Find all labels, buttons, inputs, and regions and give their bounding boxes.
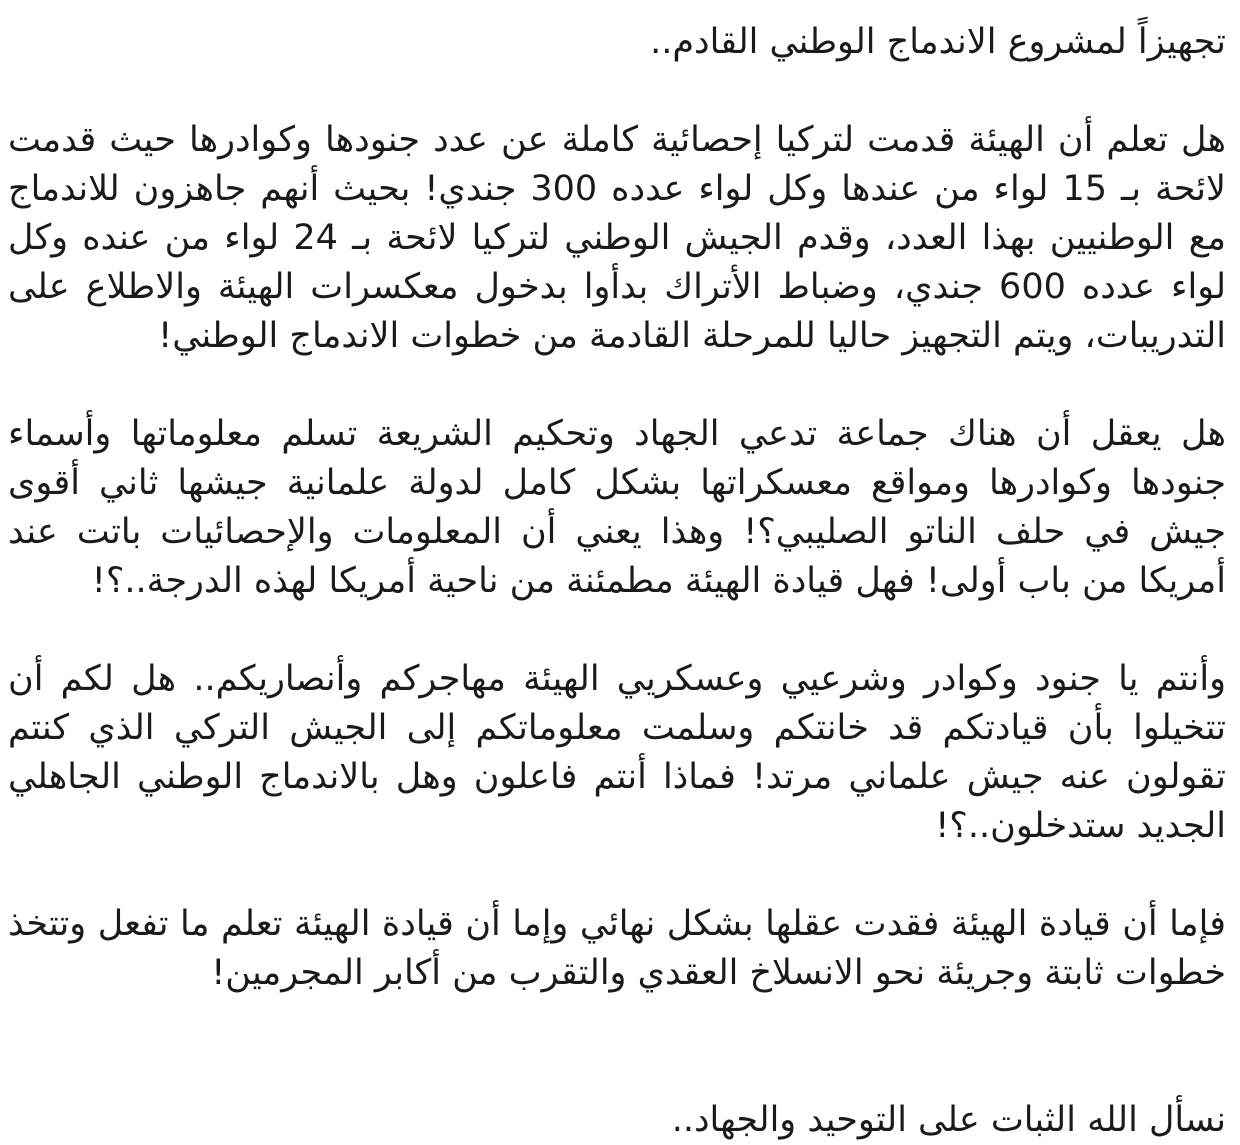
paragraph-address: وأنتم يا جنود وكوادر وشرعيي وعسكريي الهيئة مهاجركم وأنصاريكم.. هل لكم أن تتخيلوا بأن قيادتكم قد خانتكم وسلمت معلوماتكم إلى الجيش التركي الذي كنتم تقولون عنه جيش علماني مرتد! فماذا أنتم فاعلون وهل بالاندماج الوطني الجاهلي الجديد ستدخلون..؟! <box>8 659 1226 846</box>
paragraph-question: هل يعقل أن هناك جماعة تدعي الجهاد وتحكيم الشريعة تسلم معلوماتها وأسماء جنودها وكوادرها ومواقع معسكراتها بشكل كامل لدولة علمانية جيشها ثاني أقوى جيش في حلف الناتو الصليبي؟! وهذا يعني أن المعلومات والإحصائيات باتت عند أمريكا من باب أولى! فهل قيادة الهيئة مطمئنة من ناحية أمريكا لهذه الدرجة..؟! <box>8 414 1226 601</box>
paragraph-conclusion: فإما أن قيادة الهيئة فقدت عقلها بشكل نهائي وإما أن قيادة الهيئة تعلم ما تفعل وتتخذ خطوات ثابتة وجريئة نحو الانسلاخ العقدي والتقرب من أكابر المجرمين! <box>8 904 1226 993</box>
heading-paragraph: تجهيزاً لمشروع الاندماج الوطني القادم.. <box>650 22 1226 62</box>
closing-line: نسأل الله الثبات على التوحيد والجهاد.. <box>671 1100 1226 1140</box>
paragraph-statistics: هل تعلم أن الهيئة قدمت لتركيا إحصائية كاملة عن عدد جنودها وكوادرها حيث قدمت لائحة بـ 15 لواء من عندها وكل لواء عدده 300 جندي! بحيث أنهم جاهزون للاندماج مع الوطنيين بهذا العدد، وقدم الجيش الوطني لتركيا لائحة بـ 24 لواء من عنده وكل لواء عدده 600 جندي، وضباط الأتراك بدأوا بدخول معكسرات الهيئة والاطلاع على التدريبات، ويتم التجهيز حاليا للمرحلة القادمة من خطوات الاندماج الوطني! <box>8 120 1227 356</box>
